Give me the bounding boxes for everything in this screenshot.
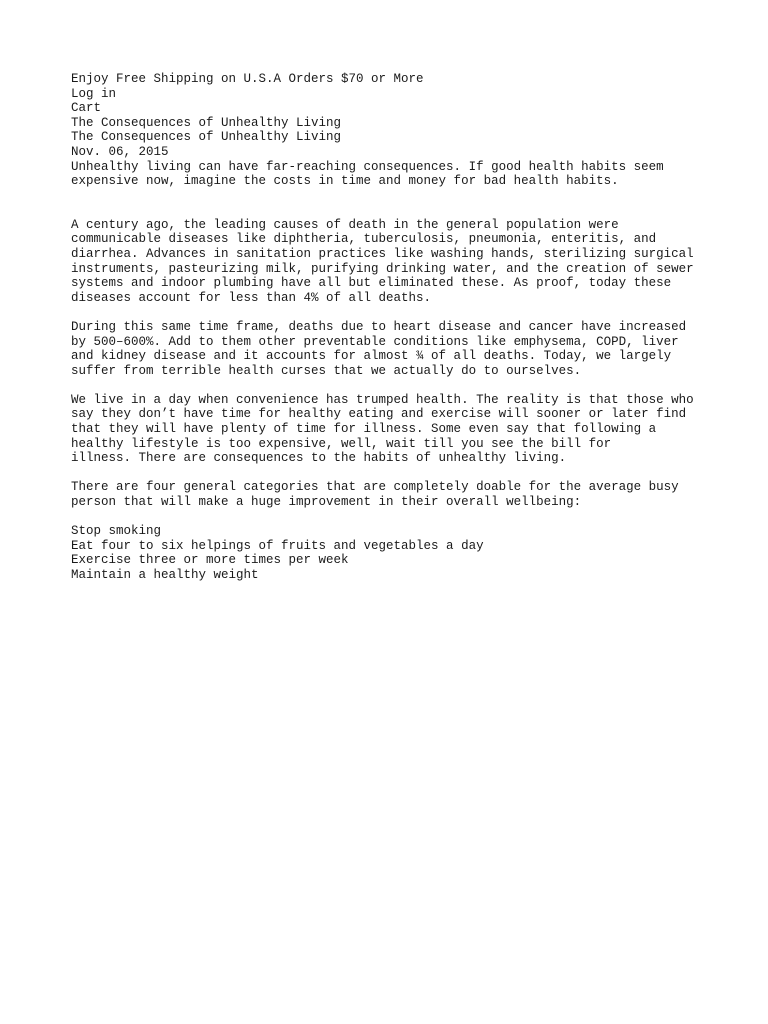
article-paragraph: A century ago, the leading causes of death in the general population were communicable diseases like diphtheria, tuberculosis, pneumonia, enteritis, and diarrhea. Advances in sanitation practices like washing hands, sterilizing surgical instruments, pasteurizing milk, purifying drinking water, and the creation of sewer systems and indoor plumbing have all but eliminated these. As proof, today these diseases account for less than 4% of all deaths. — [71, 217, 694, 305]
healthy-habits-list — [71, 524, 711, 582]
paragraph-spacer — [71, 510, 711, 525]
article-paragraph: During this same time frame, deaths due to heart disease and cancer have increased by 500–600%. Add to them other preventable conditions like emphysema, COPD, liver and kidney disease and it accounts for almost ¾ of all deaths. Today, we largely suffer from terrible health curses that we actually do to ourselves. — [71, 319, 687, 378]
article-intro: Unhealthy living can have far-reaching consequences. If good health habits seem expensive now, imagine the costs in time and money for bad health habits. — [71, 159, 664, 189]
list-item: Maintain a healthy weight — [71, 568, 259, 582]
breadcrumb-current[interactable]: The Consequences of Unhealthy Living — [71, 115, 342, 130]
list-item: Stop smoking — [71, 524, 162, 539]
article-paragraph: We live in a day when convenience has trumped health. The reality is that those who say they don’t have time for healthy eating and exercise will sooner or later find that they will have plenty of time for illness. Some even say that following a healthy lifestyle is too expensive, well, wait till you see the bill for illness. There are consequences to the habits of unhealthy living. — [71, 392, 694, 466]
article-paragraph: There are four general categories that are completely doable for the average busy person that will make a huge improvement in their overall wellbeing: — [71, 480, 679, 510]
list-item: Exercise three or more times per week — [71, 553, 349, 568]
login-link[interactable]: Log in — [71, 86, 117, 101]
cart-link[interactable]: Cart — [71, 101, 102, 116]
section-spacer — [71, 189, 711, 218]
article-title: The Consequences of Unhealthy Living — [71, 130, 342, 145]
article-date: Nov. 06, 2015 — [71, 144, 169, 159]
page-content — [71, 72, 711, 583]
paragraph-spacer — [71, 378, 711, 393]
paragraph-spacer — [71, 466, 711, 481]
paragraph-spacer — [71, 305, 711, 320]
list-item: Eat four to six helpings of fruits and vegetables a day — [71, 538, 484, 553]
promo-banner: Enjoy Free Shipping on U.S.A Orders $70 or More — [71, 72, 424, 86]
